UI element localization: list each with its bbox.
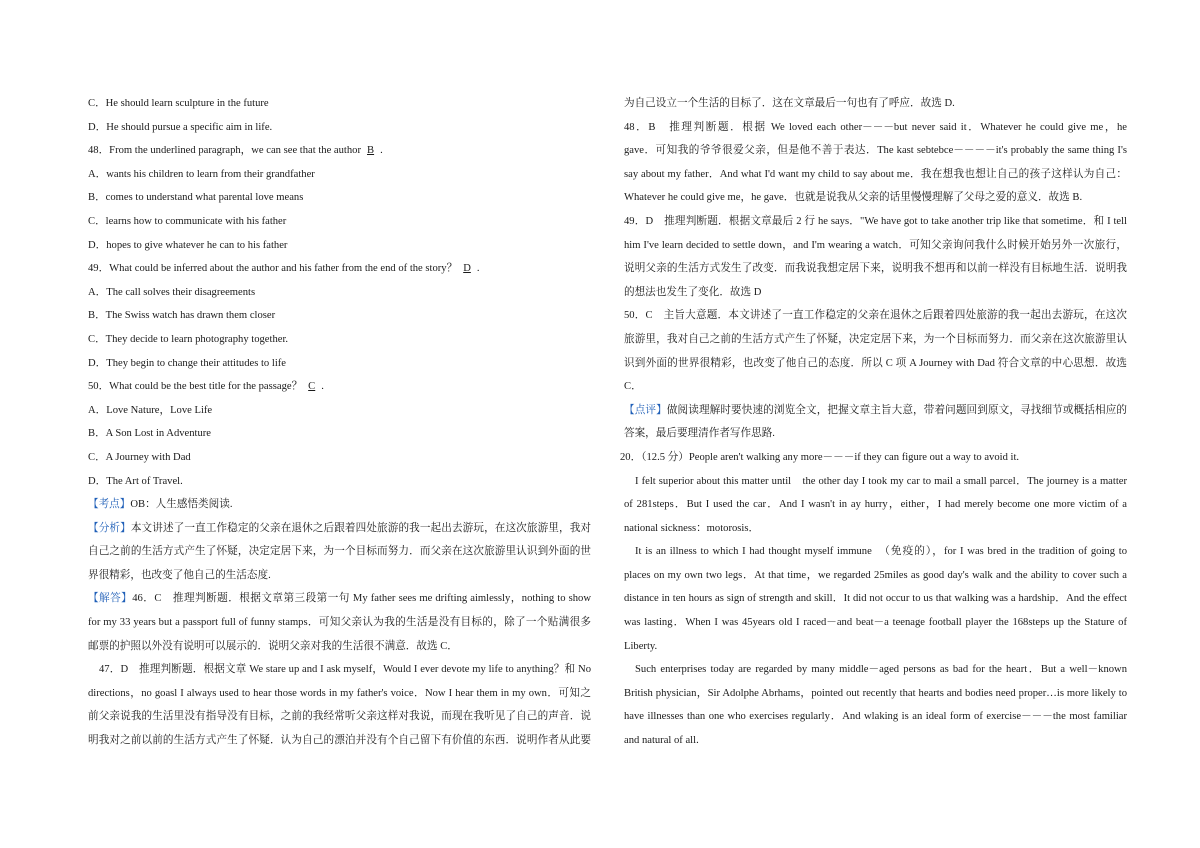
answer-47-continued: 为自己设立一个生活的目标了．这在文章最后一句也有了呼应．故选 D. bbox=[624, 98, 955, 109]
answer-50-line-2: 旅游里，我对自己之前的生活方式产生了怀疑，决定定居下来，为一个目标而努力．而父亲在这次旅游里认 bbox=[624, 333, 1127, 345]
jieda-line-7: 明我对之前以前的生活方式产生了怀疑．认为自己的漂泊并没有个自己留下有价值的东西．说明作者从此要 bbox=[88, 735, 591, 747]
answer-48-line-4: Whatever he could give me，he gave．也就是说我从父亲的话里慢慢理解了父母之爱的意义．故选 B. bbox=[624, 192, 1083, 204]
question-49 bbox=[88, 257, 591, 281]
option-50-c: C．A Journey with Dad bbox=[88, 451, 191, 463]
option-50-a: A．Love Nature，Love Life bbox=[88, 404, 213, 416]
answer-49-line-4: 的想法也发生了变化．故选 D bbox=[624, 286, 762, 298]
question-48-answer: B bbox=[367, 145, 375, 157]
jieda-tag: 【解答】 bbox=[88, 593, 133, 605]
question-49-answer: D bbox=[463, 263, 471, 275]
option-48-b: B．comes to understand what parental love means bbox=[88, 192, 304, 204]
passage-p2-line-3: distance in ten hours as sign of strength and skill．It did not occur to us that walking was a hardship．And the effect bbox=[624, 593, 1127, 605]
answer-48-line-1: 48．B 推理判断题．根据 We loved each other－－－but never said it．Whatever he could give me，he bbox=[624, 121, 1127, 133]
dianping-tag: 【点评】 bbox=[624, 404, 667, 416]
jieda-line-2: for my 33 years but a passport full of funny stamps．可知父亲认为我的生活是没有目标的，除了一个贴满很多 bbox=[88, 617, 591, 629]
option-48-a: A．wants his children to learn from their grandfather bbox=[88, 168, 315, 180]
option-47-d: D．He should pursue a specific aim in life. bbox=[88, 121, 273, 133]
jieda-line-1 bbox=[88, 587, 591, 611]
passage-p2-line-5: Liberty. bbox=[624, 640, 658, 652]
question-50-stem: 50．What could be the best title for the passage？ bbox=[88, 381, 303, 393]
option-48-d: D．hopes to give whatever he can to his father bbox=[88, 239, 288, 251]
passage-p1-line-1: I felt superior about this matter until the other day I took my car to mail a small parcel．The journey is a matter bbox=[635, 475, 1127, 487]
jieda-line-4: 47．D 推理判断题．根据文章 We stare up and I ask myself，Would I ever devote my life to anything？和 No bbox=[99, 664, 591, 676]
kaodian-section bbox=[88, 493, 591, 517]
dianping-text-1: 做阅读理解时要快速的浏览全文，把握文章主旨大意，带着问题回到原文，寻找细节或概括相应的 bbox=[666, 404, 1127, 416]
passage-p3-line-4: and natural of all. bbox=[624, 735, 699, 747]
option-47-c: C．He should learn sculpture in the future bbox=[88, 98, 269, 109]
kaodian-text: OB：人生感悟类阅读. bbox=[130, 499, 233, 511]
option-49-b: B．The Swiss watch has drawn them closer bbox=[88, 310, 276, 322]
jieda-line-6: 前父亲说我的生活里没有指导没有目标，之前的我经常听父亲这样对我说，而现在我听见了自己的声音．说 bbox=[88, 711, 591, 723]
dianping-line-1 bbox=[624, 399, 1127, 423]
question-48-end: . bbox=[380, 145, 383, 157]
fenxi-line-3: 界很精彩，也改变了他自己的生活态度. bbox=[88, 569, 271, 581]
kaodian-tag: 【考点】 bbox=[88, 499, 131, 511]
question-50 bbox=[88, 375, 591, 399]
answer-49-line-1: 49．D 推理判断题．根据文章最后 2 行 he says．"We have got to take another trip like that sometime．和 I tell bbox=[624, 215, 1127, 227]
question-49-stem: 49．What could be inferred about the author and his father from the end of the story？ bbox=[88, 263, 458, 275]
question-48-stem: 48．From the underlined paragraph，we can see that the author bbox=[88, 145, 361, 157]
left-column bbox=[88, 92, 591, 753]
fenxi-text-1: 本文讲述了一直工作稳定的父亲在退休之后跟着四处旅游的我一起出去游玩，在这次旅游里，我对 bbox=[130, 522, 591, 534]
option-50-b: B．A Son Lost in Adventure bbox=[88, 428, 212, 440]
answer-50-line-3: 识到外面的世界很精彩，也改变了他自己的态度．所以 C 项 A Journey with Dad 符合文章的中心思想．故选 bbox=[624, 357, 1127, 369]
question-50-end: . bbox=[321, 381, 324, 393]
passage-p2-line-4: was lasting．When I was 45years old I raced－and beat－a teenage football player the 168steps up the Stature of bbox=[624, 617, 1127, 629]
answer-49-line-3: 说明父亲的生活方式发生了改变．而我说我想定居下来，说明我不想再和以前一样没有目标地生活．说明我 bbox=[624, 263, 1127, 275]
answer-48-line-2: gave．可知我的爷爷很爱父亲，但是他不善于表达．The kast sebtebce－－－－it's probably the same thing I's bbox=[624, 145, 1127, 157]
passage-p1-line-2: of 281steps．But I used the car．And I wasn't in ay hurry，either，I had merely become one more victim of a bbox=[624, 499, 1127, 511]
answer-50-line-1: 50．C 主旨大意题．本文讲述了一直工作稳定的父亲在退休之后跟着四处旅游的我一起出去游玩，在这次 bbox=[624, 310, 1127, 322]
passage-p3-line-1: Such enterprises today are regarded by many middle－aged persons as bad for the heart．But a well－known bbox=[635, 664, 1127, 676]
right-column bbox=[620, 92, 1127, 753]
passage-p2-line-2: places on my own two legs．At that time，we regarded 25miles as good day's walk and the ability to cover such a bbox=[624, 569, 1127, 581]
answer-50-line-4: C． bbox=[624, 381, 642, 393]
question-49-end: . bbox=[476, 263, 480, 275]
jieda-text-1: 46．C 推理判断题．根据文章第三段第一句 My father sees me drifting aimlessly，nothing to show bbox=[132, 593, 591, 605]
passage-p3-line-2: British physician，Sir Adolphe Abrhams，pointed out recently that hearts and bodies need proper…is more likely to bbox=[624, 687, 1127, 699]
question-50-answer: C bbox=[308, 381, 316, 393]
answer-48-line-3: say about my father．And what I'd want my child to say about me．我在想我也想让自己的孩子这样认为自己： bbox=[624, 168, 1127, 180]
passage-p1-line-3: national sickness：motorosis． bbox=[624, 522, 760, 534]
option-49-a: A．The call solves their disagreements bbox=[88, 286, 256, 298]
passage-p2-line-1: It is an illness to which I had thought myself immune （免疫的），for I was bred in the tradition of going to bbox=[635, 546, 1127, 558]
option-49-d: D．They begin to change their attitudes to life bbox=[88, 357, 286, 369]
question-48 bbox=[88, 139, 591, 163]
question-20-title: 20．（12.5 分）People aren't walking any more－－－if they can figure out a way to avoid it. bbox=[620, 451, 1020, 463]
jieda-line-5: directions，no goasl I always used to hear those words in my father's voice．Now I hear them in my own．可知之 bbox=[88, 687, 591, 699]
passage-p3-line-3: have illnesses than one who exercises regularly．And wlaking is an ideal form of exercise－－－the most familiar bbox=[624, 711, 1127, 723]
option-50-d: D．The Art of Travel. bbox=[88, 475, 183, 487]
option-48-c: C．learns how to communicate with his father bbox=[88, 215, 287, 227]
option-49-c: C．They decide to learn photography together. bbox=[88, 333, 289, 345]
jieda-line-3: 邮票的护照以外没有说明可以展示的．说明父亲对我的生活很不满意．故选 C． bbox=[88, 640, 458, 652]
answer-49-line-2: him I've learn decided to settle down，and I'm wearing a watch．可知父亲询问我什么时候开始另外一次旅行， bbox=[624, 239, 1127, 251]
fenxi-line-1 bbox=[88, 517, 591, 541]
fenxi-line-2: 自己之前的生活方式产生了怀疑，决定定居下来，为一个目标而努力．而父亲在这次旅游里认识到外面的世 bbox=[88, 546, 591, 558]
fenxi-tag: 【分析】 bbox=[88, 522, 131, 534]
dianping-line-2: 答案，最后要理清作者写作思路. bbox=[624, 428, 775, 440]
